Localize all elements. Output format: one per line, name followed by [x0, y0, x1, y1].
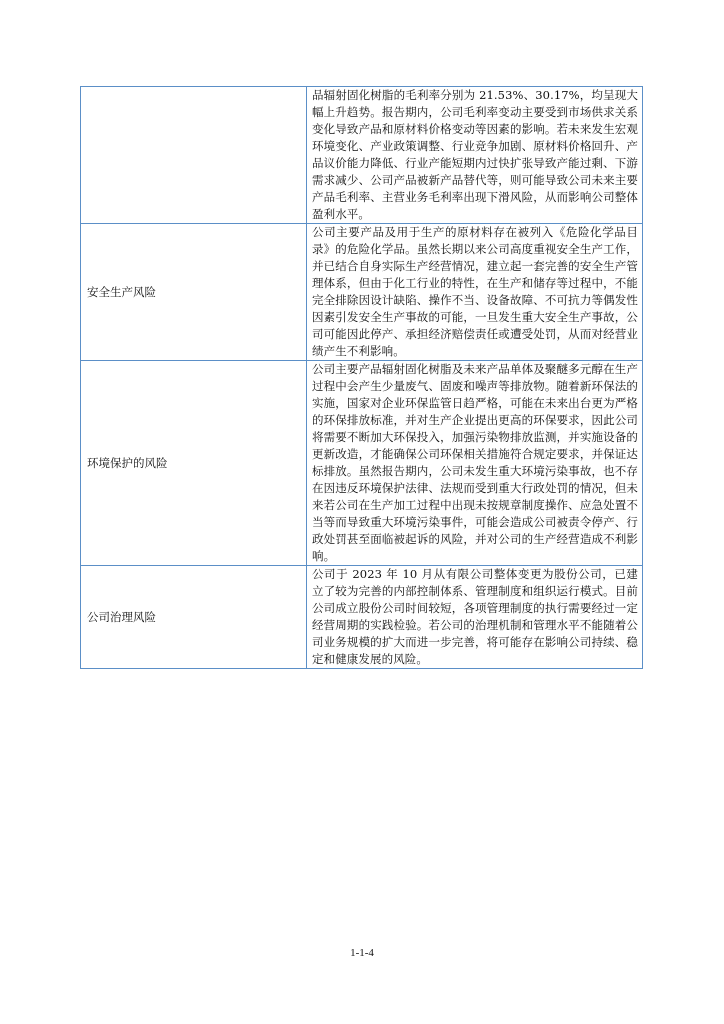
risk-description-cell: 品辐射固化树脂的毛利率分别为 21.53%、30.17%，均呈现大幅上升趋势。报告期内，公司毛利率变动主要受到市场供求关系变化导致产品和原材料价格变动等因素的影响。若未来发生宏观环境变化、产业政策调整、行业竞争加剧、原材料价格回升、产品议价能力降低、行业产能短期内过快扩张导致产能过剩、下游需求减少、公司产品被新产品替代等，则可能导致公司未来主要产品毛利率、主营业务毛利率出现下滑风险，从而影响公司整体盈利水平。	[307, 87, 643, 224]
risk-description-cell: 公司主要产品及用于生产的原材料存在被列入《危险化学品目录》的危险化学品。虽然长期以来公司高度重视安全生产工作，并已结合自身实际生产经营情况，建立起一套完善的安全生产管理体系，但由于化工行业的特性，在生产和储存等过程中，不能完全排除因设计缺陷、操作不当、设备故障、不可抗力等偶发性因素引发安全生产事故的可能，一旦发生重大安全生产事故，公司可能因此停产、承担经济赔偿责任或遭受处罚，从而对经营业绩产生不利影响。	[307, 224, 643, 361]
table-row	[81, 361, 643, 566]
table-row	[81, 87, 643, 224]
risk-name-cell: 环境保护的风险	[81, 361, 307, 566]
risk-factor-table	[80, 86, 643, 669]
risk-name-cell	[81, 87, 307, 224]
risk-name-cell: 安全生产风险	[81, 224, 307, 361]
table-row	[81, 566, 643, 669]
table-row	[81, 224, 643, 361]
risk-description-cell: 公司于 2023 年 10 月从有限公司整体变更为股份公司，已建立了较为完善的内部控制体系、管理制度和组织运行模式。目前公司成立股份公司时间较短，各项管理制度的执行需要经过一定经营周期的实践检验。若公司的治理机制和管理水平不能随着公司业务规模的扩大而进一步完善，将可能存在影响公司持续、稳定和健康发展的风险。	[307, 566, 643, 669]
risk-name-cell: 公司治理风险	[81, 566, 307, 669]
page-number: 1-1-4	[350, 947, 374, 959]
risk-description-cell: 公司主要产品辐射固化树脂及未来产品单体及聚醚多元醇在生产过程中会产生少量废气、固废和噪声等排放物。随着新环保法的实施，国家对企业环保监管日趋严格，可能在未来出台更为严格的环保排放标准，并对生产企业提出更高的环保要求，因此公司将需要不断加大环保投入，加强污染物排放监测，并实施设备的更新改造，才能确保公司环保相关措施符合规定要求，并保证达标排放。虽然报告期内，公司未发生重大环境污染事故，也不存在因违反环境保护法律、法规而受到重大行政处罚的情况，但未来若公司在生产加工过程中出现未按规章制度操作、应急处置不当等而导致重大环境污染事件，可能会造成公司被责令停产、行政处罚甚至面临被起诉的风险，并对公司的生产经营造成不利影响。	[307, 361, 643, 566]
